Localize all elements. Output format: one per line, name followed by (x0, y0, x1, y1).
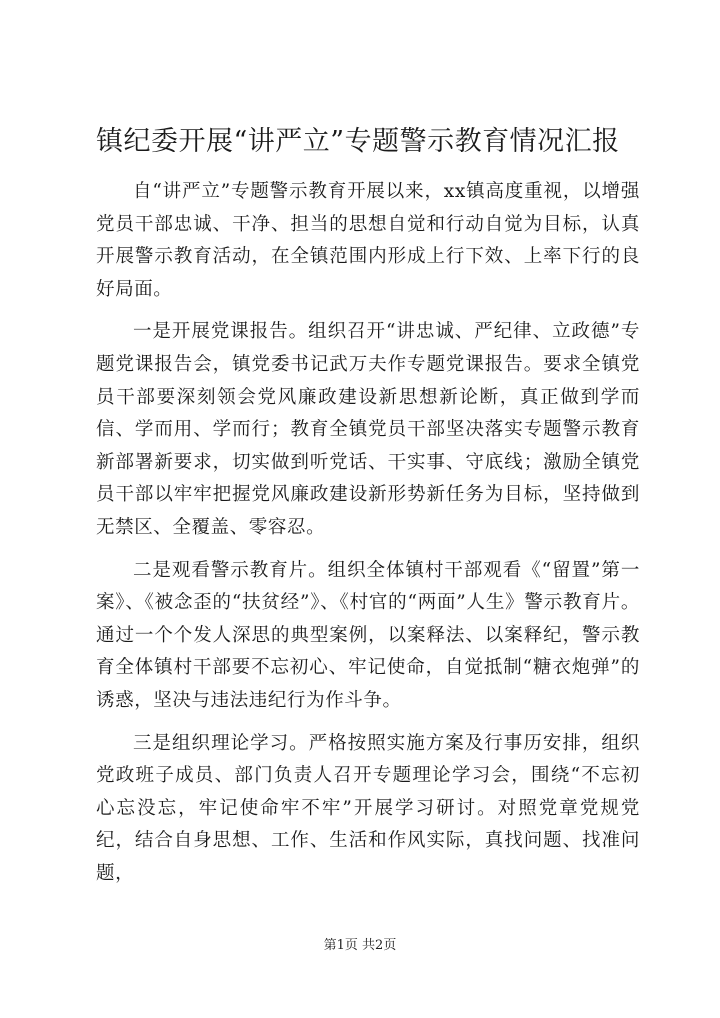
paragraph-intro: 自“讲严立”专题警示教育开展以来，xx镇高度重视，以增强党员干部忠诚、干净、担当的思想自觉和行动自觉为目标，认真开展警示教育活动，在全镇范围内形成上行下效、上率下行的良好局面。 (96, 181, 640, 300)
paragraph-warning-film: 二是观看警示教育片。组织全体镇村干部观看《“留置”第一案》、《被念歪的“扶贫经”》、《村官的“两面”人生》警示教育片。通过一个个发人深思的典型案例，以案释法、以案释纪，警示教育全体镇村干部要不忘初心、牢记使命，自觉抵制“糖衣炮弹”的诱惑，坚决与违法违纪行为作斗争。 (96, 559, 640, 711)
document-title: 镇纪委开展“讲严立”专题警示教育情况汇报 (96, 126, 620, 157)
paragraph-theory-study: 三是组织理论学习。严格按照实施方案及行事历安排，组织党政班子成员、部门负责人召开专题理论学习会，围绕“不忘初心忘没忘，牢记使命牢不牢”开展学习研讨。对照党章党规党纪，结合自身思想、工作、生活和作风实际，真找问题、找准问题， (96, 732, 640, 884)
paragraph-party-lecture: 一是开展党课报告。组织召开“讲忠诚、严纪律、立政德”专题党课报告会，镇党委书记武万夫作专题党课报告。要求全镇党员干部要深刻领会党风廉政建设新思想新论断，真正做到学而信、学而用、学而行；教育全镇党员干部坚决落实专题警示教育新部署新要求，切实做到听党话、干实事、守底线；激励全镇党员干部以牢牢把握党风廉政建设新形势新任务为目标，坚持做到无禁区、全覆盖、零容忍。 (96, 321, 640, 538)
document-body (96, 176, 640, 900)
page-footer: 第1页 共2页 (323, 938, 397, 953)
